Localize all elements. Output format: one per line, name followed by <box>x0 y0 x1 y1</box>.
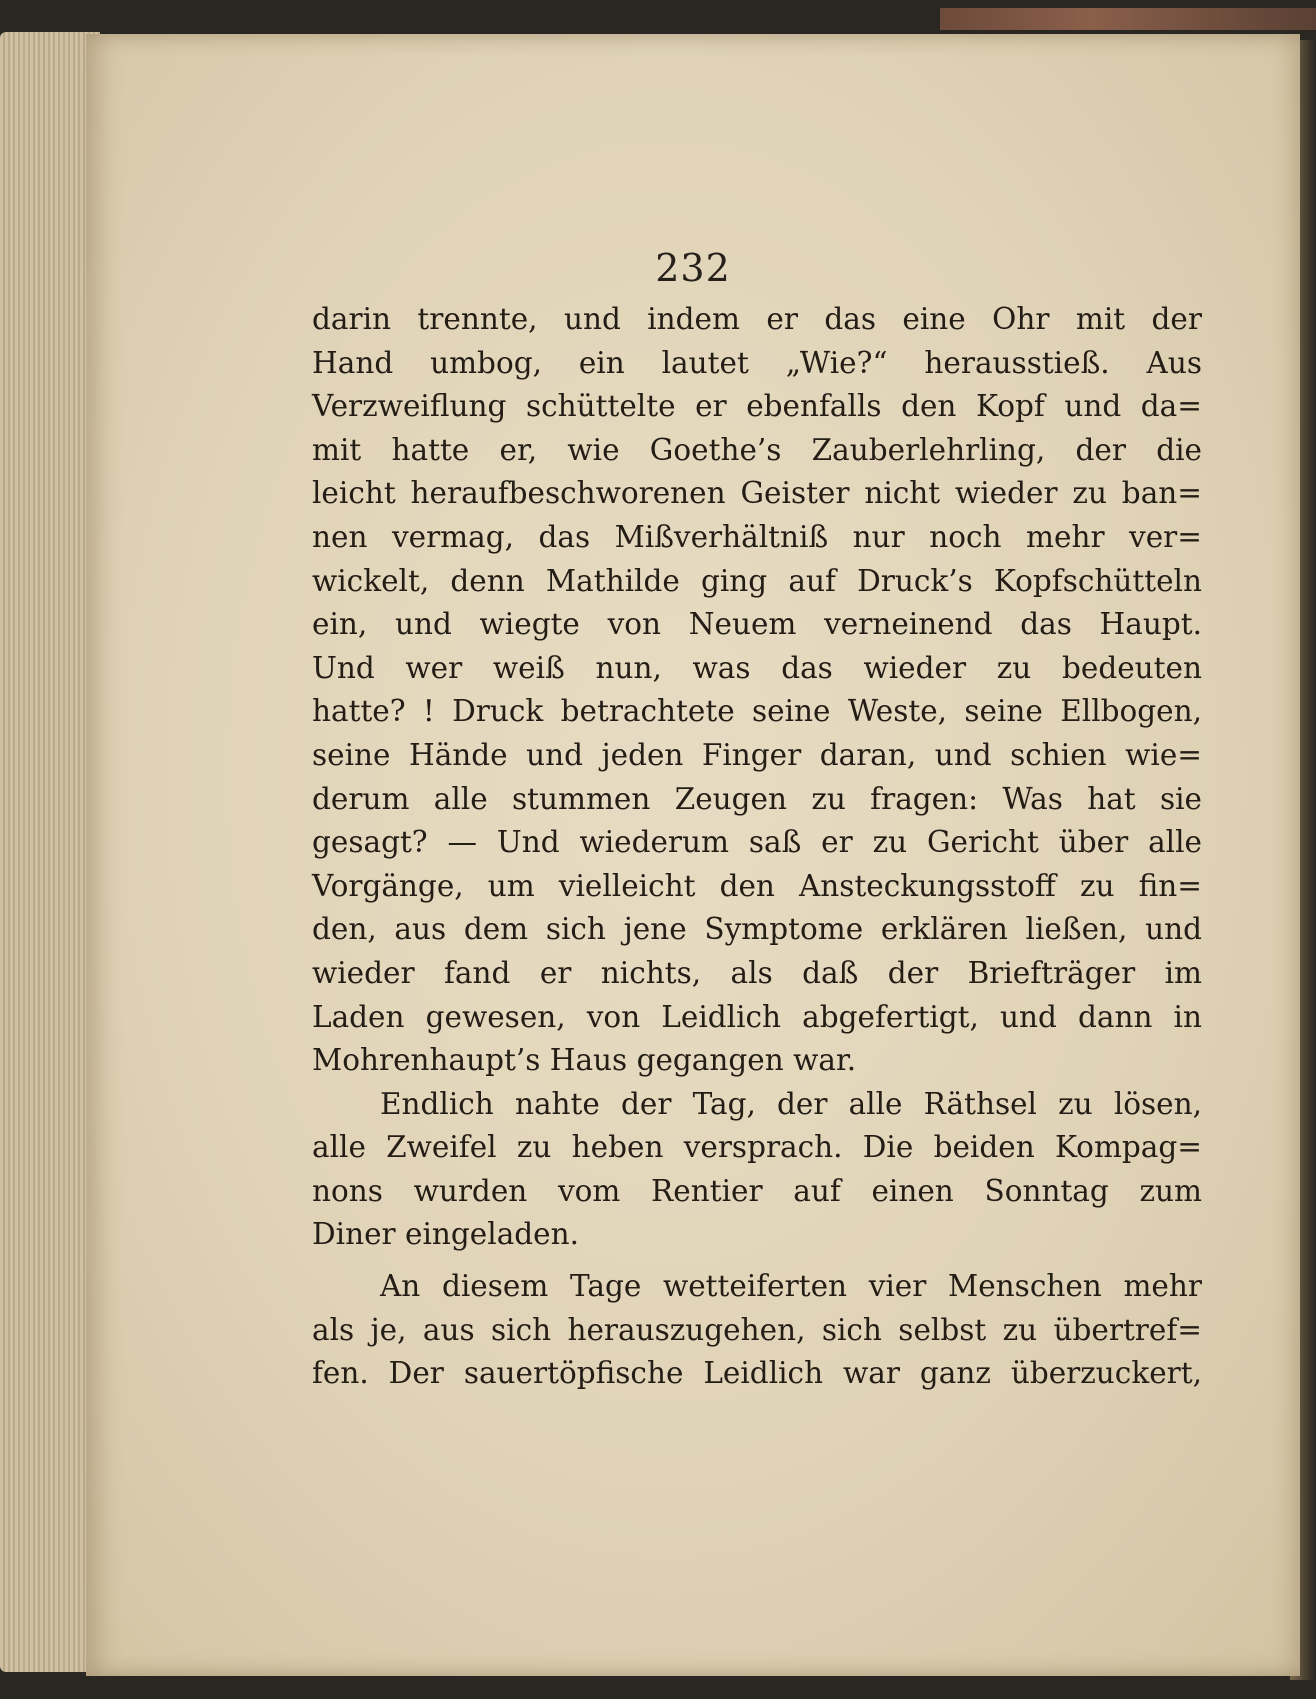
text-line: fen. Der sauertöpfische Leidlich war ganz überzuckert, <box>312 1356 1202 1391</box>
text-line: alle Zweifel zu heben versprach. Die beiden Kompag= <box>312 1130 1202 1165</box>
text-line: darin trennte, und indem er das eine Ohr mit der <box>312 302 1202 336</box>
text-line: Und wer weiß nun, was das wieder zu bedeuten <box>312 650 1202 685</box>
text-line: hatte? ! Druck betrachtete seine Weste, seine Ellbogen, <box>312 694 1202 729</box>
text-line: ein, und wiegte von Neuem verneinend das Haupt. <box>312 607 1202 642</box>
text-line: derum alle stummen Zeugen zu fragen: Was hat sie <box>312 781 1202 816</box>
text-line: Endlich nahte der Tag, der alle Räthsel zu lösen, <box>380 1086 1202 1121</box>
page-number: 232 <box>655 246 731 290</box>
binding-band <box>940 8 1316 30</box>
page-edges <box>0 32 100 1672</box>
text-line: Verzweiflung schüttelte er ebenfalls den Kopf und da= <box>312 389 1202 424</box>
text-line: nons wurden vom Rentier auf einen Sonntag zum <box>312 1173 1202 1208</box>
text-line: mit hatte er, wie Goethe’s Zauberlehrling, der die <box>312 432 1202 467</box>
text-line: seine Hände und jeden Finger daran, und schien wie= <box>312 737 1202 772</box>
paragraph-gap <box>312 1257 1202 1265</box>
text-line: Diner eingeladen. <box>312 1217 579 1252</box>
page-text <box>312 298 1202 1396</box>
text-line: An diesem Tage wetteiferten vier Menschen mehr <box>380 1269 1202 1304</box>
text-line: als je, aus sich herauszugehen, sich selbst zu übertref= <box>312 1312 1202 1347</box>
text-line: den, aus dem sich jene Symptome erklären ließen, und <box>312 912 1202 947</box>
text-line: nen vermag, das Mißverhältniß nur noch mehr ver= <box>312 519 1202 554</box>
text-line: gesagt? — Und wiederum saß er zu Gericht über alle <box>312 825 1202 860</box>
text-line: leicht heraufbeschworenen Geister nicht wieder zu ban= <box>312 476 1202 511</box>
text-line: Mohrenhaupt’s Haus gegangen war. <box>312 1043 857 1078</box>
text-line: wickelt, denn Mathilde ging auf Druck’s Kopfschütteln <box>312 563 1202 598</box>
text-line: Vorgänge, um vielleicht den Ansteckungsstoff zu fin= <box>312 868 1202 903</box>
text-line: wieder fand er nichts, als daß der Briefträger im <box>312 955 1202 990</box>
text-line: Laden gewesen, von Leidlich abgefertigt, und dann in <box>312 999 1202 1034</box>
text-line: Hand umbog, ein lautet „Wie?“ herausstieß. Aus <box>312 345 1202 380</box>
